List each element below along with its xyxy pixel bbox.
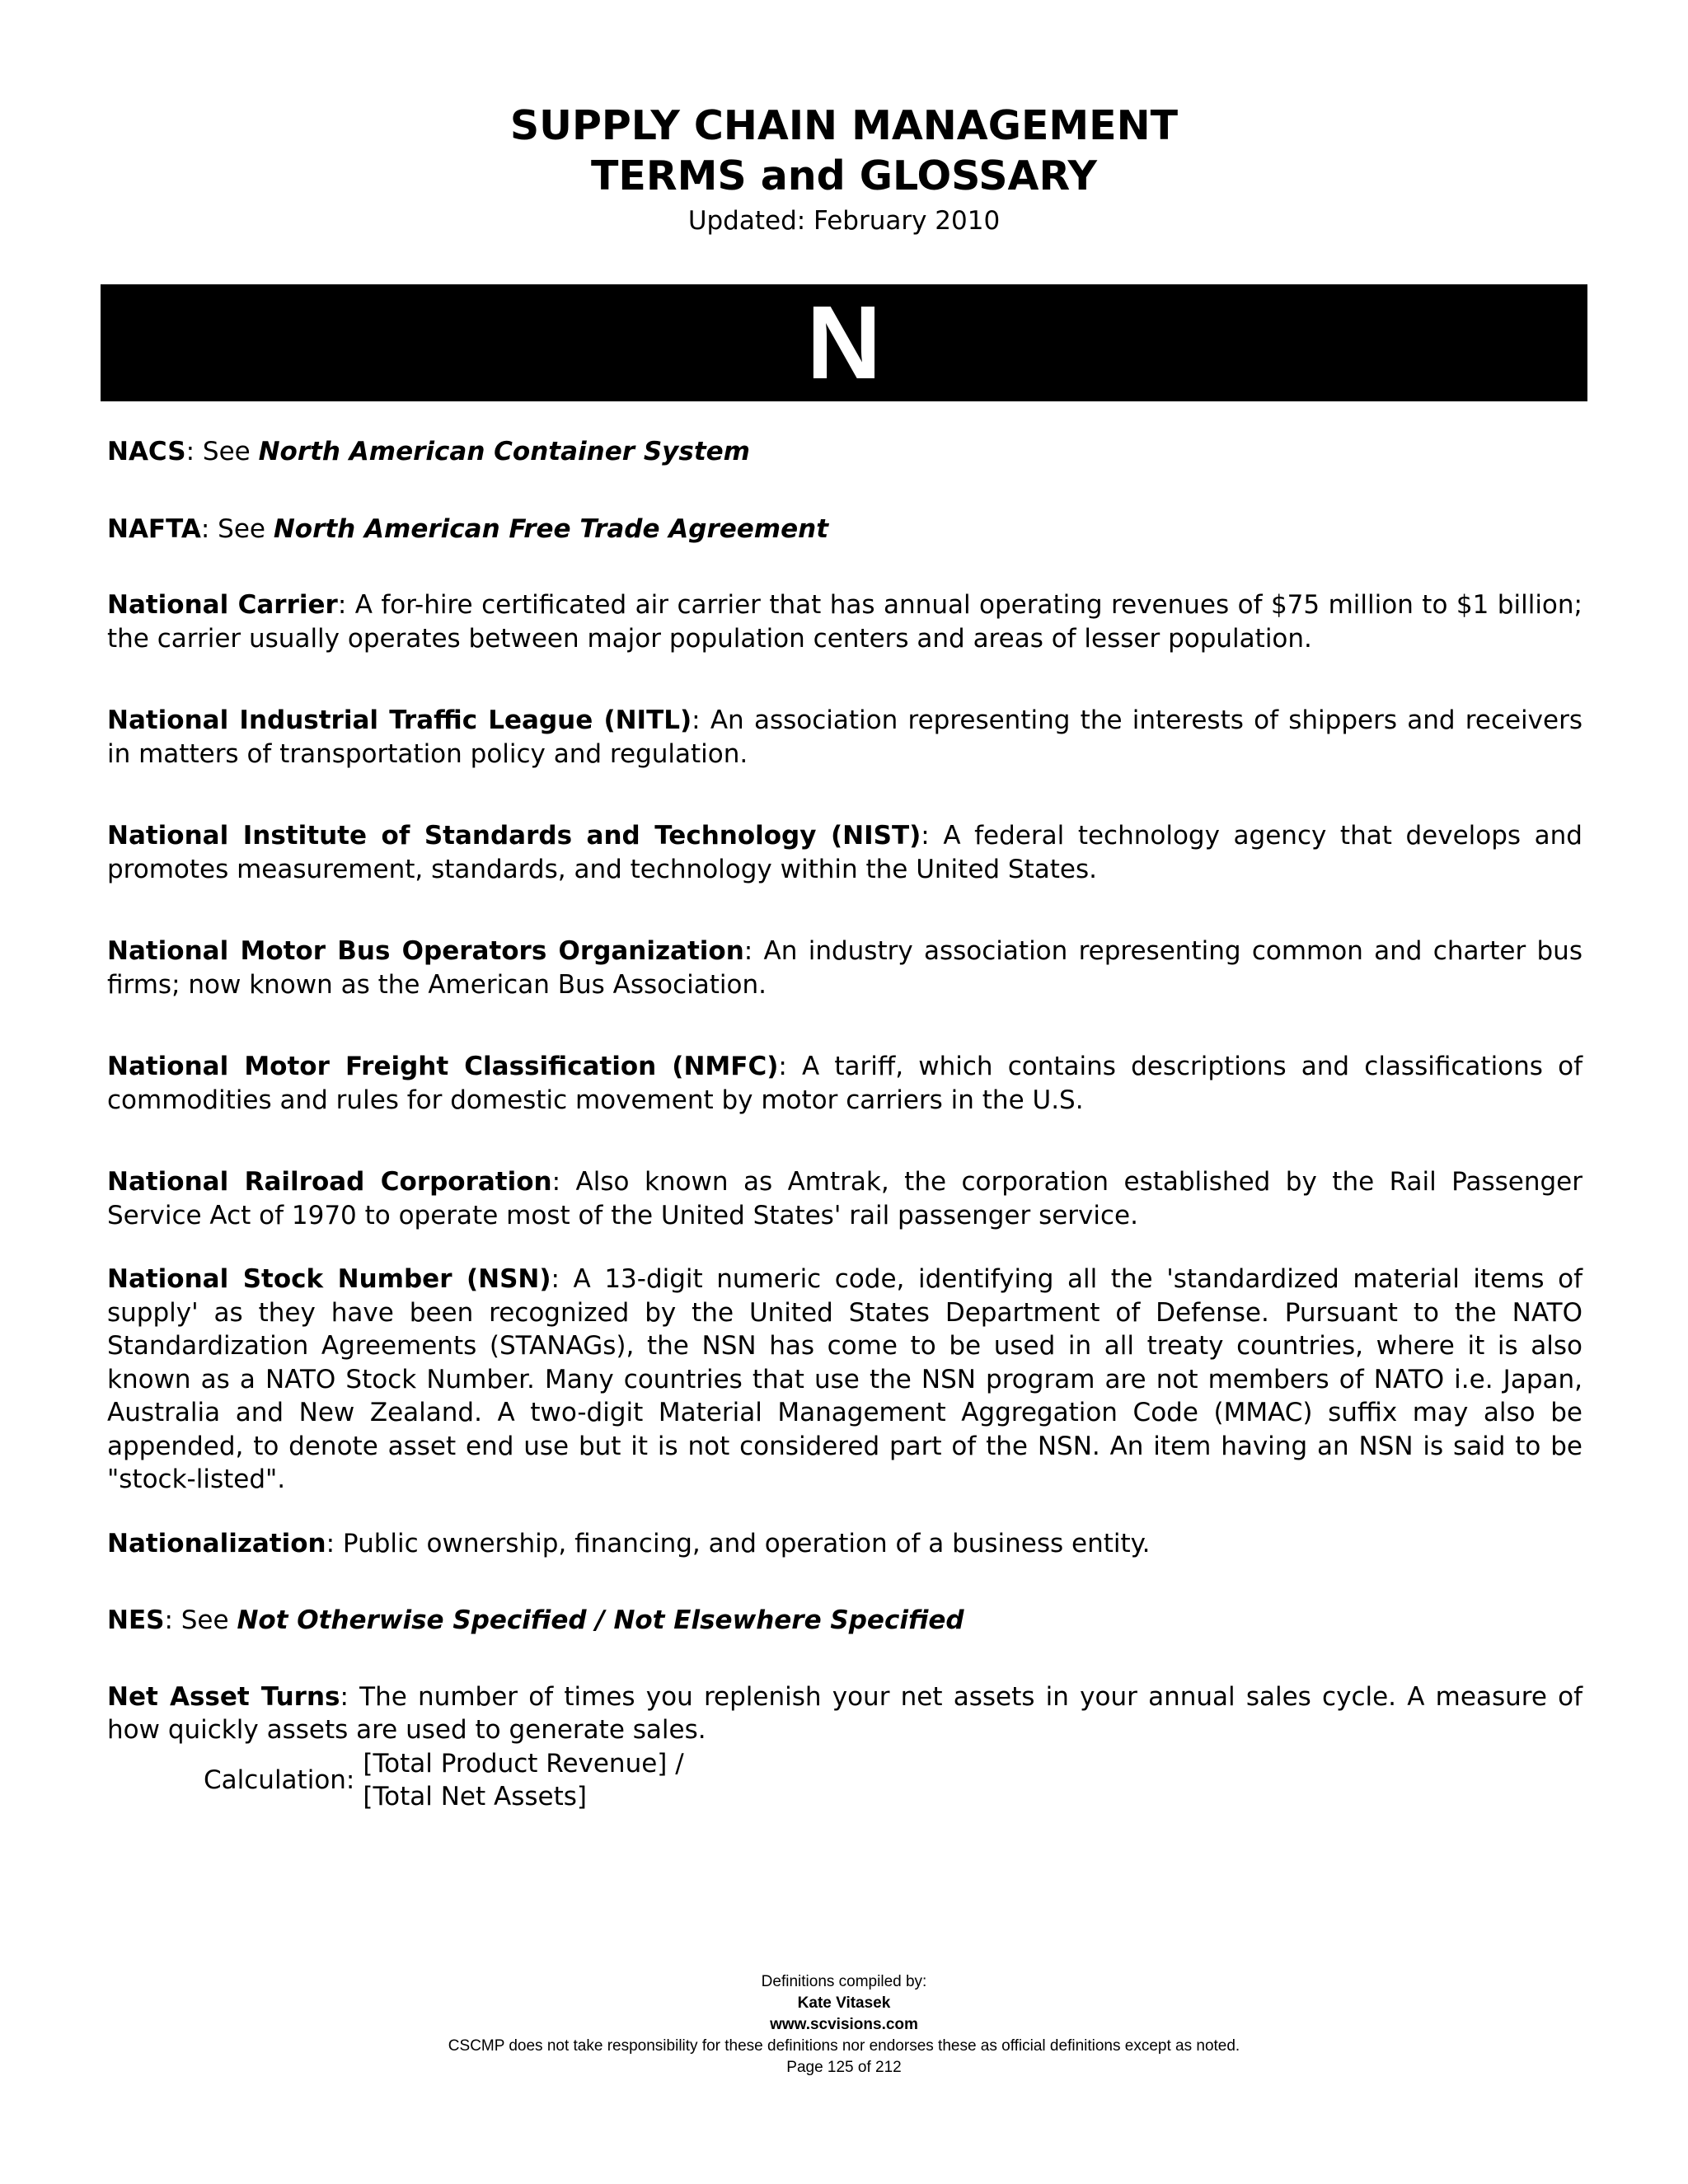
entry-definition: : A for-hire certificated air carrier that has annual operating revenues of $75 million to $1 billion; the carrier usually operates between major population centers and areas of lesser population. <box>107 590 1582 654</box>
footer-author: Kate Vitasek <box>797 1994 891 2012</box>
updated-date: Updated: February 2010 <box>687 206 1001 236</box>
entry-definition: : A federal technology agency that develops and promotes measurement, standards, and technology within the United States. <box>107 821 1582 884</box>
entry-definition: : The number of times you replenish your net assets in your annual sales cycle. A measure of how quickly assets are used to generate sales. <box>107 1681 1582 1745</box>
glossary-entry-nmfc <box>107 1050 1582 1117</box>
glossary-entry-net-asset-turns <box>107 1680 1582 1747</box>
entry-definition: : Public ownership, financing, and operation of a business entity. <box>326 1528 1151 1558</box>
formula-line-1: [Total Product Revenue] / <box>363 1748 684 1779</box>
entry-term: National Motor Bus Operators Organization <box>107 936 744 966</box>
entry-term: National Industrial Traffic League (NITL) <box>107 705 692 735</box>
entry-term: National Motor Freight Classification (NMFC) <box>107 1052 779 1081</box>
footer-compiled-by: Definitions compiled by: <box>761 1973 927 1990</box>
section-letter-banner: N <box>101 284 1587 401</box>
entry-term: NACS <box>107 437 186 466</box>
entry-term: National Carrier <box>107 590 338 620</box>
calculation-label: Calculation: <box>204 1765 355 1795</box>
entry-separator: : See <box>200 513 274 544</box>
glossary-entry-national-railroad <box>107 1165 1582 1232</box>
footer-website: www.scvisions.com <box>770 2016 918 2033</box>
entry-term: Nationalization <box>107 1528 326 1558</box>
glossary-entry-nationalization <box>107 1527 1582 1561</box>
entry-definition: : A 13-digit numeric code, identifying all the 'standardized material items of supply' as they have been recognized by the United States Department of Defense. Pursuant to the NATO Standardization Agreements (STANAGs), the NSN has come to be used in all treaty countries, where it is also known as a NATO Stock Number. Many countries that use the NSN program are not members of NATO i.e. Japan, Australia and New Zealand. A two-digit Material Management Aggregation Code (MMAC) suffix may also be appended, to denote asset end use but it is not considered part of the NSN. An item having an NSN is said to be "stock-listed". <box>107 1264 1583 1494</box>
entry-separator: : See <box>164 1605 237 1635</box>
title-line-2: TERMS and GLOSSARY <box>590 152 1097 199</box>
entry-definition: : A tariff, which contains descriptions and classifications of commodities and rules for domestic movement by motor carriers in the U.S. <box>107 1052 1582 1115</box>
calculation-block <box>204 1747 1582 1814</box>
entry-cross-reference: Not Otherwise Specified / Not Elsewhere Specified <box>237 1605 964 1635</box>
entry-definition: : An industry association representing common and charter bus firms; now known as the American Bus Association. <box>107 936 1582 1000</box>
formula-line-2: [Total Net Assets] <box>363 1782 587 1811</box>
entry-term: NES <box>107 1605 165 1635</box>
glossary-entry-national-carrier <box>107 588 1582 655</box>
glossary-entry-nmboo <box>107 935 1582 1001</box>
glossary-entries <box>107 435 1582 1814</box>
entry-cross-reference: North American Container System <box>258 437 750 466</box>
entry-separator: : See <box>185 437 259 466</box>
glossary-entry-nacs <box>107 435 1582 469</box>
glossary-entry-nafta <box>107 513 1582 546</box>
footer-page-number: Page 125 of 212 <box>786 2059 902 2076</box>
glossary-entry-nist <box>107 819 1582 886</box>
document-title <box>0 101 1688 201</box>
calculation-formula <box>363 1747 683 1814</box>
title-line-1: SUPPLY CHAIN MANAGEMENT <box>509 102 1179 149</box>
entry-term: NAFTA <box>107 513 201 544</box>
entry-definition: : An association representing the interests of shippers and receivers in matters of transportation policy and regulation. <box>107 705 1582 769</box>
glossary-entry-nes <box>107 1604 1582 1638</box>
entry-cross-reference: North American Free Trade Agreement <box>273 513 829 544</box>
entry-definition: : Also known as Amtrak, the corporation established by the Rail Passenger Service Act of 1970 to operate most of the United States' rail passenger service. <box>107 1167 1582 1230</box>
entry-term: Net Asset Turns <box>107 1681 340 1712</box>
page-footer <box>0 1971 1688 2079</box>
footer-disclaimer: CSCMP does not take responsibility for these definitions nor endorses these as official definitions except as noted. <box>448 2037 1240 2055</box>
entry-term: National Institute of Standards and Technology (NIST) <box>107 821 921 851</box>
entry-term: National Stock Number (NSN) <box>107 1264 551 1294</box>
glossary-entry-nsn <box>107 1263 1582 1497</box>
entry-term: National Railroad Corporation <box>107 1167 552 1197</box>
glossary-entry-nitl <box>107 704 1582 771</box>
